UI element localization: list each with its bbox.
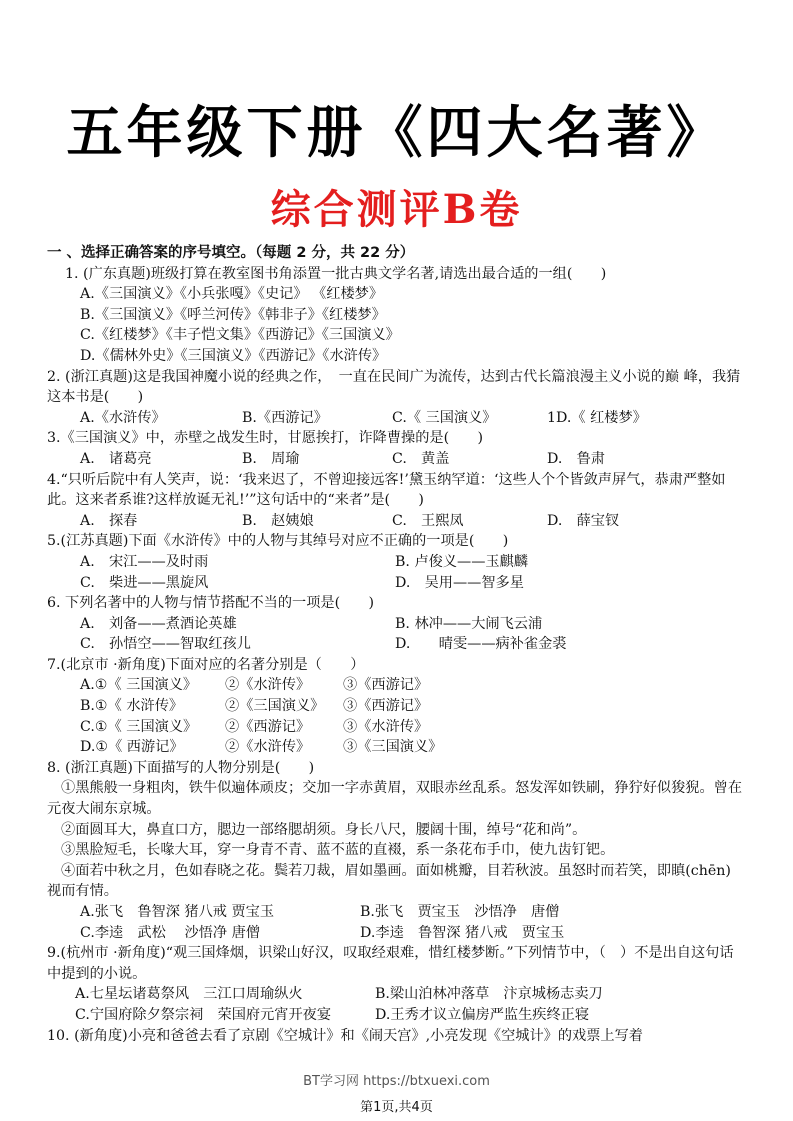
passage-8-1: ①黑熊般一身粗肉，铁牛似遍体顽皮；交加一字赤黄眉，双眼赤丝乱系。怒发浑如铁刷，狰狞好似狻猊。曾在元夜大闹东京城。	[47, 780, 743, 818]
option-7c-1: C.①《 三国演义》	[80, 718, 198, 735]
option-4d: D. 薛宝钗	[547, 512, 620, 529]
option-2a: A.《水浒传》	[80, 409, 166, 426]
option-9b: B.梁山泊林冲落草 汴京城杨志卖刀	[375, 986, 603, 1003]
option-3a: A. 诸葛亮	[80, 450, 152, 467]
option-7d-3: ③《三国演义》	[343, 739, 443, 756]
option-7a-2: ②《水浒传》	[225, 677, 311, 694]
option-5b: B. 卢俊义——玉麒麟	[395, 553, 528, 570]
options-5-row2	[47, 573, 747, 594]
page-indicator: 第1页,共4页	[360, 1100, 433, 1115]
option-9a: A.七星坛诸葛祭风 三江口周瑜纵火	[75, 986, 303, 1003]
option-6c: C. 孙悟空——智取红孩儿	[80, 636, 251, 653]
option-9d: D.王秀才议立偏房严监生疾终正寝	[375, 1006, 590, 1023]
page-subtitle: 综合测评B卷	[270, 186, 523, 233]
option-8d: D.李逵 鲁智深 猪八戒 贾宝玉	[360, 924, 565, 941]
option-3b: B. 周瑜	[242, 450, 300, 467]
option-4b: B. 赵姨娘	[242, 512, 314, 529]
option-7d-2: ②《水浒传》	[225, 739, 311, 756]
option-7a	[47, 675, 747, 696]
options-8-row1	[47, 902, 747, 923]
option-7b-2: ②《三国演义》	[225, 698, 325, 715]
options-9-row1	[47, 984, 747, 1005]
options-9-row2	[47, 1005, 747, 1026]
options-3	[47, 449, 747, 470]
option-7b-3: ③《西游记》	[343, 698, 429, 715]
question-4: 4.“只听后院中有人笑声，说：‘我来迟了，不曾迎接远客!’黛玉纳罕道：‘这些人个个皆敛声屏气，恭肃严整如此。这来者系谁?这样放诞无礼!’”这句话中的“来者”是( )	[47, 471, 726, 509]
option-2d: 1D.《 红楼梦》	[547, 409, 647, 426]
option-3d: D. 鲁肃	[547, 450, 605, 467]
option-8a: A.张飞 鲁智深 猪八戒 贾宝玉	[80, 904, 275, 920]
options-8-row2	[47, 923, 747, 944]
question-3: 3.《三国演义》中，赤壁之战发生时，甘愿挨打，诈降曹操的是( )	[47, 430, 484, 447]
option-2c: C.《 三国演义》	[392, 409, 497, 426]
option-1a	[47, 284, 747, 305]
option-7c-2: ②《西游记》	[225, 718, 311, 735]
passage-8-2: ②面圆耳大，鼻直口方，腮边一部络腮胡须。身长八尺，腰阔十围，绰号“花和尚”。	[61, 821, 587, 838]
question-section	[47, 243, 747, 1046]
option-1c	[47, 325, 747, 346]
passage-8-3: ③黑脸短毛，长喙大耳，穿一身青不青、蓝不蓝的直裰，系一条花布手巾，使九齿钉钯。	[61, 842, 615, 859]
passage-8-4: ④面若中秋之月，色如春晓之花。鬓若刀裁，眉如墨画。面如桃瓣，目若秋波。虽怒时而若笑，即瞋(chēn) 视而有情。	[47, 862, 731, 900]
option-text: D.《儒林外史》《三国演义》《西游记》《水浒传》	[80, 347, 387, 364]
question-7: 7.(北京市 ·新角度)下面对应的名著分别是（ ）	[47, 656, 365, 673]
option-2b: B.《西游记》	[242, 409, 328, 426]
option-text: B.《三国演义》《呼兰河传》《韩非子》《红楼梦》	[80, 306, 386, 323]
option-4c: C. 王熙凤	[392, 512, 464, 529]
option-6b: B. 林冲——大闹飞云浦	[395, 615, 543, 632]
option-8c: C.李逵 武松 沙悟净 唐僧	[80, 924, 260, 941]
option-7a-1: A.①《 三国演义》	[80, 677, 198, 694]
question-2: 2. (浙江真题)这是我国神魔小说的经典之作， 一直在民间广为流传，达到古代长篇浪漫主义小说的巅 峰，我猜这本书是( )	[47, 368, 741, 406]
question-8: 8. (浙江真题)下面描写的人物分别是( )	[47, 759, 315, 776]
option-5a: A. 宋江——及时雨	[80, 553, 209, 570]
options-4	[47, 511, 747, 532]
option-9c: C.宁国府除夕祭宗祠 荣国府元宵开夜宴	[75, 1006, 332, 1023]
option-7b	[47, 696, 747, 717]
page-title: 五年级下册《四大名著》	[66, 100, 727, 166]
options-2	[47, 408, 747, 429]
option-7c	[47, 717, 747, 738]
question-9: 9.(杭州市 ·新角度)“观三国烽烟，识梁山好汉，叹取经艰难，惜红楼梦断。”下列情节中，（ ）不是出自这句话中提到的小说。	[47, 945, 734, 982]
option-6a: A. 刘备——煮酒论英雄	[80, 615, 237, 632]
option-5c: C. 柴进——黑旋风	[80, 574, 209, 591]
option-7c-3: ③《水浒传》	[343, 718, 429, 735]
option-text: A.《三国演义》《小兵张嘎》《史记》 《红楼梦》	[80, 286, 384, 303]
option-text: C.《红楼梦》《丰子恺文集》《西游记》《三国演义》	[80, 327, 400, 344]
option-8b: B.张飞 贾宝玉 沙悟净 唐僧	[360, 904, 560, 920]
option-7a-3: ③《西游记》	[343, 677, 429, 694]
option-4a: A. 探春	[80, 512, 138, 529]
option-6d: D. 晴雯——病补雀金裘	[395, 636, 567, 653]
watermark-footer: BT学习网 https://btxuexi.com	[303, 1074, 490, 1089]
options-5-row1	[47, 552, 747, 573]
option-7d	[47, 737, 747, 758]
option-3c: C. 黄盖	[392, 450, 450, 467]
options-6-row2	[47, 634, 747, 655]
question-5: 5.(江苏真题)下面《水浒传》中的人物与其绰号对应不正确的一项是( )	[47, 533, 509, 550]
section-heading: 一 、选择正确答案的序号填空。（每题 2 分，共 22 分）	[47, 245, 415, 261]
option-1b	[47, 305, 747, 326]
option-7b-1: B.①《 水浒传》	[80, 698, 184, 715]
options-6-row1	[47, 614, 747, 635]
question-6: 6. 下列名著中的人物与情节搭配不当的一项是( )	[47, 595, 375, 612]
question-10: 10. (新角度)小亮和爸爸去看了京剧《空城计》和《闹天宫》,小亮发现《空城计》的戏票上写着	[47, 1027, 643, 1044]
question-1: 1. (广东真题)班级打算在教室图书角添置一批古典文学名著,请选出最合适的一组( )	[65, 265, 607, 282]
option-1d	[47, 346, 747, 367]
option-5d: D. 吴用——智多星	[395, 574, 524, 591]
option-7d-1: D.①《 西游记》	[80, 739, 184, 756]
